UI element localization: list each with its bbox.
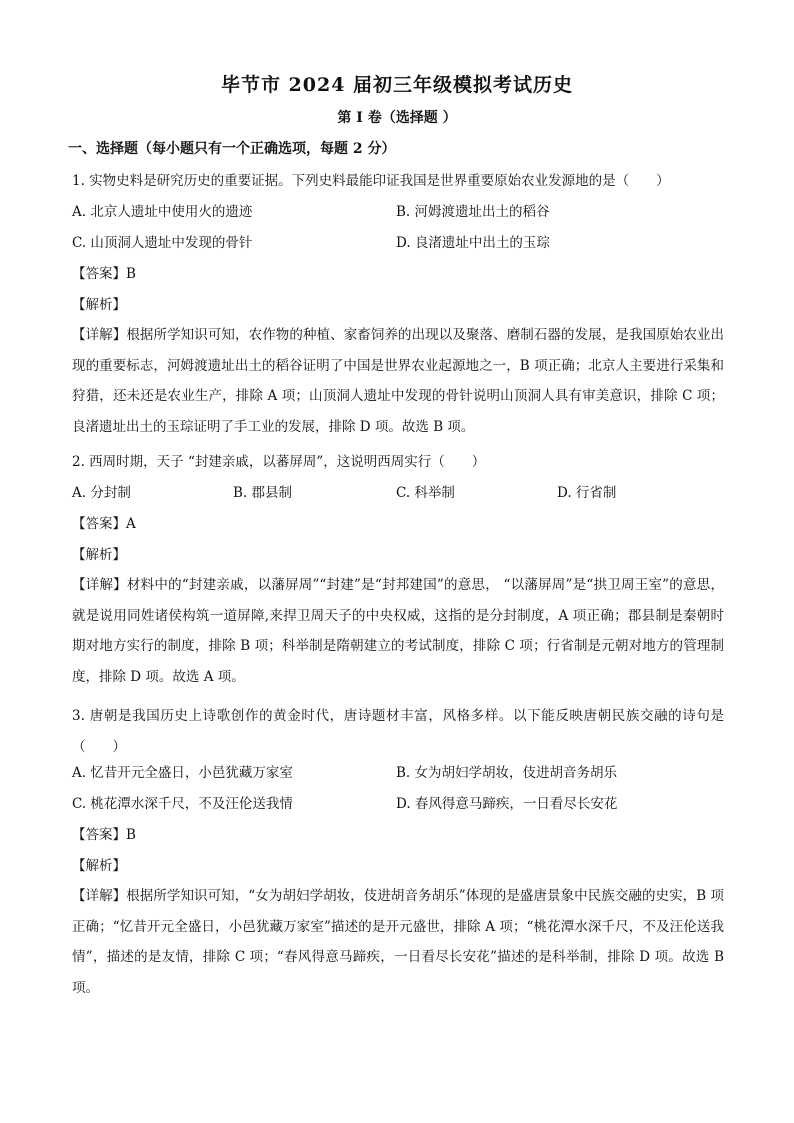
question-2-option-d: D. 行省制 [557,485,617,501]
question-3-option-a: A. 忆昔开元全盛日，小邑犹藏万家室 [72,765,293,781]
document-title: 毕节市 2024 届初三年级模拟考试历史 [220,74,574,96]
question-3-option-d: D. 春风得意马蹄疾，一日看尽长安花 [396,796,618,812]
question-2-option-a: A. 分封制 [72,485,131,501]
question-3-option-b: B. 女为胡妇学胡妆，伎进胡音务胡乐 [396,765,618,781]
question-1-option-d: D. 良渚遗址中出土的玉琮 [396,235,550,251]
question-3-stem: 3. 唐朝是我国历史上诗歌创作的黄金时代，唐诗题材丰富，风格多样。以下能反映唐朝民族交融的诗句是（ ） [72,708,724,755]
question-1-answer: 【答案】B [72,266,136,282]
question-2-stem: 2. 西周时期，天子 “封建亲戚，以蕃屏周”，这说明西周实行（ ） [72,454,486,470]
question-3-answer: 【答案】B [72,827,136,843]
question-1-stem: 1. 实物史料是研究历史的重要证据。下列史料最能印证我国是世界重要原始农业发源地的是（ ） [72,173,670,189]
volume-subtitle: 第 I 卷（选择题 ） [337,110,457,126]
question-2-answer: 【答案】A [72,516,136,532]
question-3-analysis-label: 【解析】 [72,858,126,874]
question-1-detail: 【详解】根据所学知识可知，农作物的种植、家畜饲养的出现以及聚落、磨制石器的发展，是我国原始农业出现的重要标志，河姆渡遗址出土的稻谷证明了中国是世界农业起源地之一，B 项正确；北京人主要进行采集和狩猎，还未还是农业生产，排除 A 项；山顶洞人遗址中发现的骨针说明山顶洞人具有审美意识，排除 C 项；良渚遗址出土的玉琮证明了手工业的发展，排除 D 项。故选 B 项。 [72,327,724,435]
question-3-option-c: C. 桃花潭水深千尺，不及汪伦送我情 [72,796,293,812]
question-2-detail: 【详解】材料中的“封建亲戚，以藩屏周”“封建”是“封邦建国”的意思， “以藩屏周”是“拱卫周王室”的意思，就是说用同姓诸侯构筑一道屏障,来捍卫周天子的中央权威，这指的是分封制度，A 项正确；郡县制是秦朝时期对地方实行的制度，排除 B 项；科举制是隋朝建立的考试制度，排除 C 项；行省制是元朝对地方的管理制度，排除 D 项。故选 A 项。 [72,577,724,685]
question-3-detail: 【详解】根据所学知识可知，“女为胡妇学胡妆，伎进胡音务胡乐”体现的是盛唐景象中民族交融的史实，B 项正确；“忆昔开元全盛日，小邑犹藏万家室”描述的是开元盛世，排除 A 项；“桃花潭水深千尺，不及汪伦送我情”，描述的是友情，排除 C 项；“春风得意马蹄疾，一日看尽长安花”描述的是科举制，排除 D 项。故选 B 项。 [72,888,724,996]
question-1-option-b: B. 河姆渡遗址出土的稻谷 [396,204,550,220]
question-2-option-c: C. 科举制 [396,485,455,501]
question-2-option-b: B. 郡县制 [233,485,293,501]
question-2-analysis-label: 【解析】 [72,547,126,563]
question-1-analysis-label: 【解析】 [72,297,126,313]
question-1-option-a: A. 北京人遗址中使用火的遗迹 [72,204,253,220]
question-1-option-c: C. 山顶洞人遗址中发现的骨针 [72,235,253,251]
section-heading: 一、选择题（每小题只有一个正确选项，每题 2 分） [68,141,396,157]
